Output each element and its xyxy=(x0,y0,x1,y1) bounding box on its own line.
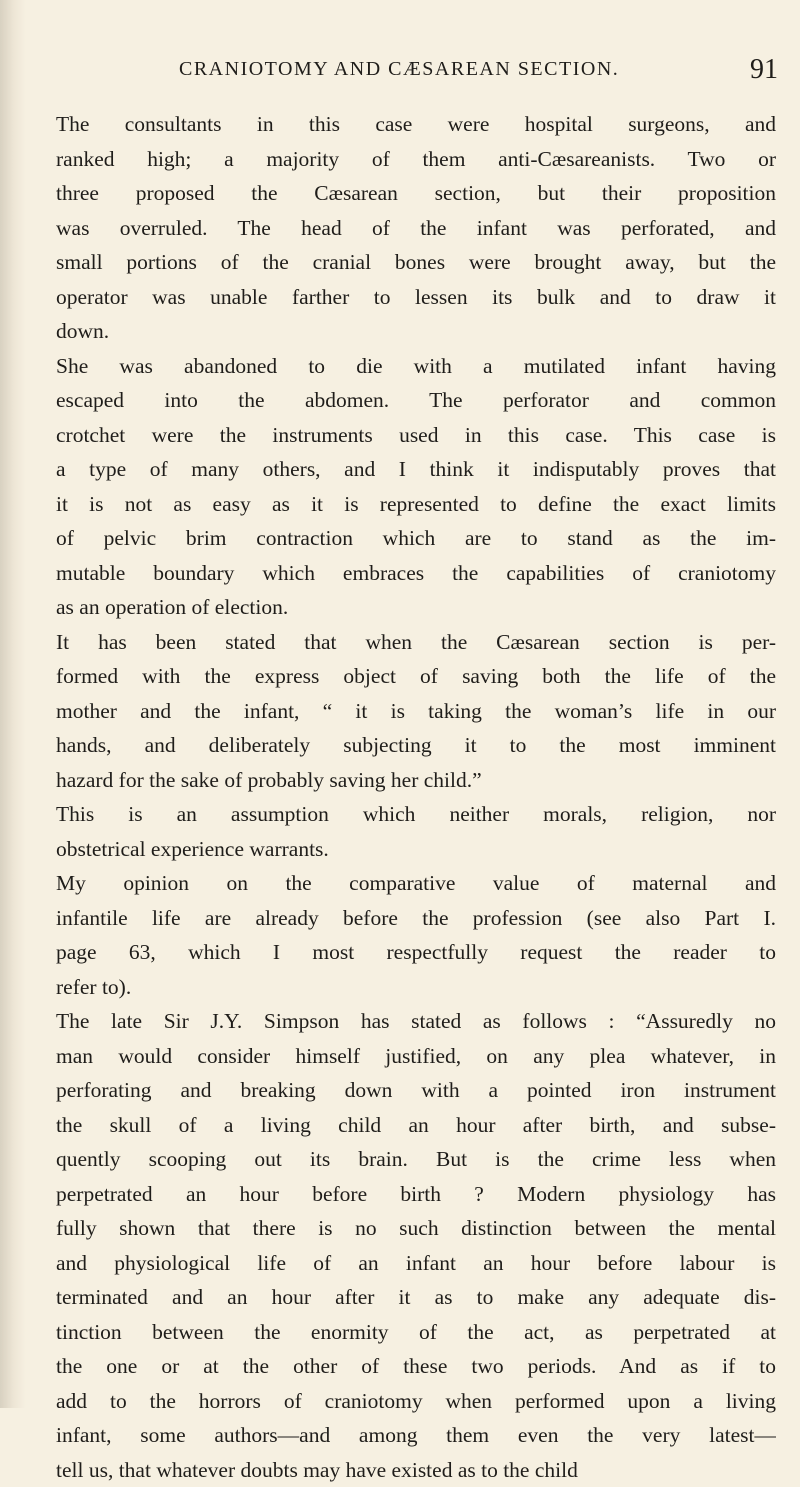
text-line: hazard for the sake of probably saving her child.” xyxy=(56,763,776,798)
body-text xyxy=(56,107,776,1487)
text-line: ranked high; a majority of them anti-Cæsareanists. Two or xyxy=(56,142,776,177)
text-line: the skull of a living child an hour after birth, and subse- xyxy=(56,1108,776,1143)
running-head: CRANIOTOMY AND CÆSAREAN SECTION. xyxy=(179,58,619,81)
page-number: 91 xyxy=(750,54,778,86)
text-line: hands, and deliberately subjecting it to the most imminent xyxy=(56,728,776,763)
text-line: perforating and breaking down with a pointed iron instrument xyxy=(56,1073,776,1108)
text-line: tell us, that whatever doubts may have existed as to the child xyxy=(56,1453,776,1487)
text-line: it is not as easy as it is represented to define the exact limits xyxy=(56,487,776,522)
text-line: refer to). xyxy=(56,970,776,1005)
text-line: She was abandoned to die with a mutilated infant having xyxy=(56,349,776,384)
text-line: a type of many others, and I think it indisputably proves that xyxy=(56,452,776,487)
text-line: tinction between the enormity of the act, as perpetrated at xyxy=(56,1315,776,1350)
text-line: My opinion on the comparative value of maternal and xyxy=(56,866,776,901)
text-line: operator was unable farther to lessen its bulk and to draw it xyxy=(56,280,776,315)
text-line: the one or at the other of these two periods. And as if to xyxy=(56,1349,776,1384)
text-line: infant, some authors—and among them even the very latest— xyxy=(56,1418,776,1453)
text-line: small portions of the cranial bones were brought away, but the xyxy=(56,245,776,280)
text-line: and physiological life of an infant an hour before labour is xyxy=(56,1246,776,1281)
text-line: three proposed the Cæsarean section, but their proposition xyxy=(56,176,776,211)
text-line: The late Sir J.Y. Simpson has stated as follows : “Assuredly no xyxy=(56,1004,776,1039)
text-line: fully shown that there is no such distinction between the mental xyxy=(56,1211,776,1246)
text-line: down. xyxy=(56,314,776,349)
text-line: The consultants in this case were hospital surgeons, and xyxy=(56,107,776,142)
text-line: page 63, which I most respectfully request the reader to xyxy=(56,935,776,970)
text-line: add to the horrors of craniotomy when performed upon a living xyxy=(56,1384,776,1419)
text-line: was overruled. The head of the infant was perforated, and xyxy=(56,211,776,246)
text-line: of pelvic brim contraction which are to stand as the im- xyxy=(56,521,776,556)
text-line: This is an assumption which neither morals, religion, nor xyxy=(56,797,776,832)
text-line: man would consider himself justified, on any plea whatever, in xyxy=(56,1039,776,1074)
text-line: terminated and an hour after it as to make any adequate dis- xyxy=(56,1280,776,1315)
text-line: obstetrical experience warrants. xyxy=(56,832,776,867)
text-line: formed with the express object of saving both the life of the xyxy=(56,659,776,694)
text-line: escaped into the abdomen. The perforator and common xyxy=(56,383,776,418)
text-line: mother and the infant, “ it is taking the woman’s life in our xyxy=(56,694,776,729)
text-line: It has been stated that when the Cæsarean section is per- xyxy=(56,625,776,660)
text-line: crotchet were the instruments used in this case. This case is xyxy=(56,418,776,453)
text-line: mutable boundary which embraces the capabilities of craniotomy xyxy=(56,556,776,591)
text-line: infantile life are already before the profession (see also Part I. xyxy=(56,901,776,936)
text-line: as an operation of election. xyxy=(56,590,776,625)
text-line: quently scooping out its brain. But is the crime less when xyxy=(56,1142,776,1177)
page-header xyxy=(0,58,800,92)
text-line: perpetrated an hour before birth ? Modern physiology has xyxy=(56,1177,776,1212)
